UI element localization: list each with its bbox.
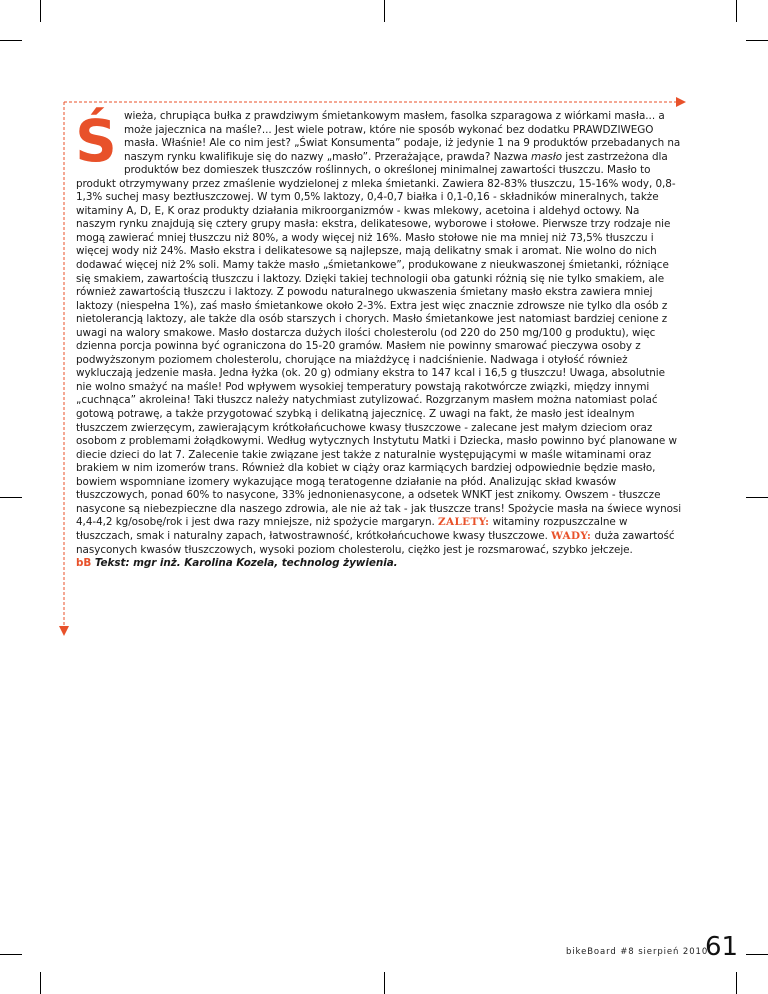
emphasis-maslo: masło [531, 150, 563, 163]
drop-cap: Ś [75, 107, 117, 175]
pros-label: ZALETY: [438, 516, 490, 529]
cons-text: duża zawartość nasyconych kwasów tłuszczowych, wysoki poziom cholesterolu, ciężko jest je rozsmarować, szybko jełczeje. [76, 529, 675, 556]
article-text: jest zastrzeżona dla produktów bez domieszek tłuszczów roślinnych, o określonej minimalnej zawartości tłuszczu. Masło to produkt otrzymywany przez zmaślenie wydzielonej z mleka śmietanki. Zawiera 82-83% tłuszczu, 15-16% wody, 0,8-1,3% suchej masy beztłuszczowej. W tym 0,5% laktozy, 0,4-0,7 białka i 0,1-0,16 - składników mineralnych, także witaminy A, D, E, K oraz produkty działania mikroorganizmów - kwas mlekowy, acetoina i aldehyd octowy. Na naszym rynku znajdują się cztery grupy masła: ekstra, delikatesowe, wyborowe i stołowe. Pierwsze trzy rodzaje nie mogą zawierać mniej tłuszczu niż 80%, a wody więcej niż 16%. Masło stołowe nie ma mniej niż 73,5% tłuszczu i więcej wody niż 24%. Masło ekstra i delikatesowe są najlepsze, mają delikatny smak i aromat. Nie wolno do nich dodawać więcej niż 2% soli. Mamy także masło „śmietankowe”, produkowane z nieukwaszonej śmietanki, różniące się smakiem, zawartością tłuszczu i laktozy. Dzięki takiej technologii oba gatunki różnią się nie tylko smakiem, ale również zawartością tłuszczu i laktozy. Z powodu naturalnego ukwaszenia śmietany masło ekstra zawiera mniej laktozy (niespełna 1%), zaś masło śmietankowe około 2-3%. Extra jest więc znacznie zdrowsze nie tylko dla osób z nietolerancją laktozy, ale także dla osób starszych i chorych. Masło śmietankowe jest natomiast bardziej cenione z uwagi na walory smakowe. Masło dostarcza dużych ilości cholesterolu (od 220 do 250 mg/100 g produktu), więc dzienna porcja powinna być ograniczona do 15-20 gramów. Masłem nie powinny smarować pieczywa osoby z podwyższonym poziomem cholesterolu, chorujące na miażdżycę i nadciśnienie. Nadwaga i otyłość również wykluczają jedzenie masła. Jedna łyżka (ok. 20 g) odmiany ekstra to 147 kcal i 16,5 g tłuszczu! Uwaga, absolutnie nie wolno smażyć na maśle! Pod wpływem wysokiej temperatury powstają rakotwórcze związki, między innymi „cuchnąca” akroleina! Taki tłuszcz należy natychmiast zutylizować. Rozgrzanym masłem można natomiast polać gotową potrawę, a także przygotować szybką i delikatną jajecznicę. Z uwagi na fakt, że masło jest idealnym tłuszczem zwierzęcym, zawierającym krótkołańcuchowe kwasy tłuszczowe - zalecane jest małym dzieciom oraz osobom z problemami żołądkowymi. Według wytycznych Instytutu Matki i Dziecka, masło powinno być planowane w diecie dzieci do lat 7. Zalecenie takie związane jest także z naturalnie występującymi w maśle witaminami oraz brakiem w nim izomerów trans. Również dla kobiet w ciąży oraz karmiących bardziej odpowiednie będzie masło, bowiem wspomniane izomery wykazujące mogą teratogenne działanie na płód. Analizując skład kwasów tłuszczowych, ponad 60% to nasycone, 33% jednonienasycone, a odsetek WNKT jest znikomy. Owszem - tłuszcze nasycone są niebezpieczne dla naszego zdrowia, ale nie aż tak - jak tłuszcze trans! Spożycie masła na świece wynosi 4,4-4,2 kg/osobę/rok i jest dwa razy mniejsze, niż spożycie margaryn. [76, 150, 682, 529]
author-credit [76, 557, 682, 571]
article-lead: wieża, chrupiąca bułka z prawdziwym śmietankowym masłem, fasolka szparagowa z wiórkami masła... a może jajecznica na maśle?... Jest wiele potraw, które nie sposób wykonać bez dodatku PRAWDZIWEGO masła. Właśnie! Ale co nim jest? „Świat Konsumenta” podaje, iż jedynie 1 na 9 produktów przebadanych na naszym rynku kwalifikuje się do nazwy „masło”. Przerażające, prawda? Nazwa [124, 110, 681, 163]
credit-text: Tekst: mgr inż. Karolina Kozela, technolog żywienia. [91, 557, 398, 570]
page-number: 61 [705, 932, 739, 962]
bikeboard-logo: bB [76, 557, 92, 570]
arrow-right-icon [676, 97, 686, 107]
arrow-down-icon [59, 626, 69, 636]
cons-label: WADY: [551, 529, 592, 542]
magazine-footer: bikeBoard #8 sierpień 2010 [566, 947, 709, 957]
article-body [75, 107, 682, 571]
pros-text: witaminy rozpuszczalne w tłuszczach, smak i naturalny zapach, łatwostrawność, krótkołańcuchowe kwasy tłuszczowe. [76, 516, 628, 542]
article-paragraph [75, 107, 682, 557]
